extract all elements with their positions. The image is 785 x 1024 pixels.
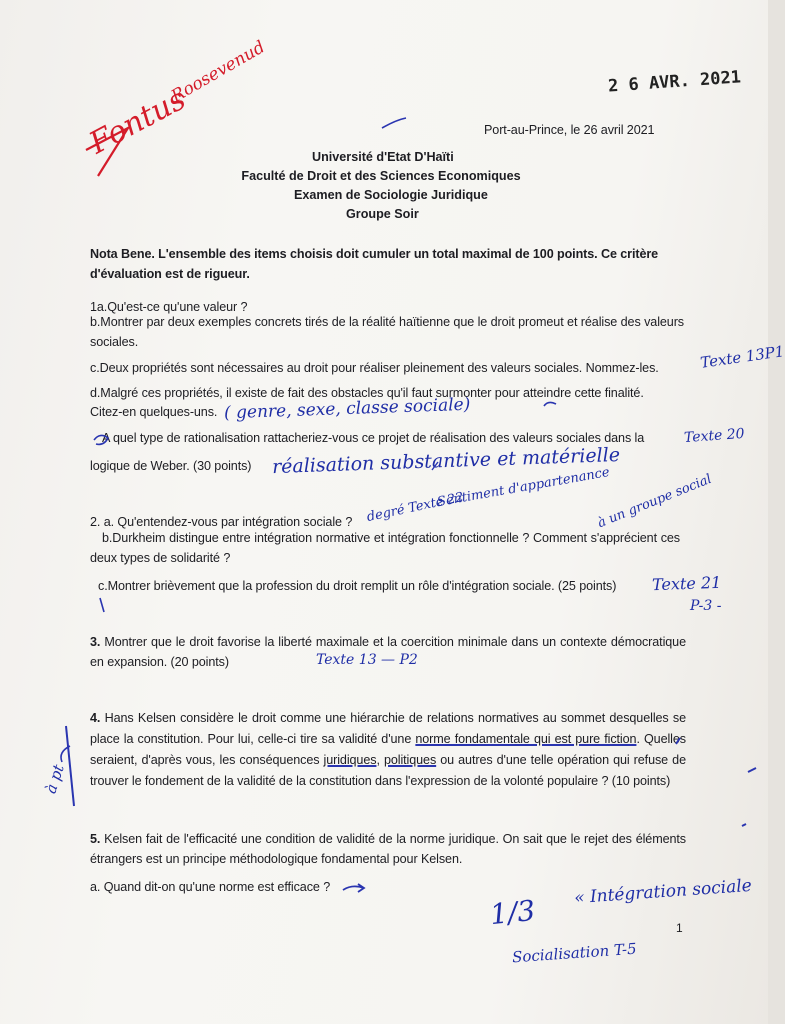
underlined-norme-fondamentale: norme fondamentale qui est pure fiction: [415, 732, 637, 746]
question-4-text-pre: Hans Kelsen considère le droit comme une hiérarchie de relations normatives au sommet desquelles se place la constitution. Pour lui, celle-ci tire sa validité d'une: [90, 711, 686, 746]
exam-title: Examen de Sociologie Juridique: [294, 188, 488, 202]
margin-bracket: [66, 726, 74, 806]
question-4-number: 4.: [90, 711, 101, 725]
margin-arrow: [61, 746, 70, 762]
note-texte-21: Texte 21: [651, 572, 722, 595]
question-5: [90, 829, 686, 869]
note-p3: P-3 -: [690, 598, 722, 614]
faculty-name: Faculté de Droit et des Sciences Economiques: [241, 169, 521, 183]
question-4-text-sep: ,: [376, 753, 384, 767]
question-2c: c.Montrer brièvement que la profession du droit remplit un rôle d'intégration sociale. (25 points): [98, 579, 617, 593]
question-1d-line2: Citez-en quelques-uns.: [90, 405, 218, 419]
question-1d-line1: d.Malgré ces propriétés, il existe de fait des obstacles qu'il faut surmonter pour atteindre cette finalité.: [90, 386, 644, 400]
underlined-politiques: politiques: [383, 753, 437, 767]
margin-note: à pt: [41, 762, 68, 796]
note-realisation-substantive: réalisation substantive et matérielle: [271, 443, 621, 479]
pen-dot-margin: [748, 768, 756, 772]
question-4: [90, 708, 686, 792]
group-label: Groupe Soir: [346, 207, 419, 221]
underlined-juridiques: juridiques: [323, 753, 377, 767]
question-2a: 2. a. Qu'entendez-vous par intégration sociale ?: [90, 515, 353, 529]
pen-tick-top: [382, 118, 406, 128]
note-genre-sexe-classe: ( genre, sexe, classe sociale): [223, 394, 471, 424]
question-2b: b.Durkheim distingue entre intégration normative et intégration fonctionnelle ? Comment s'apprécient ces deux types de solidarité ?: [90, 531, 680, 565]
question-1c: c.Deux propriétés sont nécessaires au droit pour réaliser pleinement des valeurs sociales. Nommez-les.: [90, 361, 659, 375]
note-texte-13p1: Texte 13P1: [699, 342, 785, 372]
note-fraction: 1/3: [488, 893, 537, 932]
arrow-after-5a: [343, 884, 364, 892]
handwritten-name-roosevenud: Roosevenud: [168, 37, 269, 107]
exam-header: [226, 148, 536, 224]
note-texte-20: Texte 20: [683, 425, 746, 447]
note-groupe-social: à un groupe social: [595, 471, 714, 532]
question-1e-line2: logique de Weber. (30 points): [90, 459, 252, 473]
question-4-text-post: ou autres d'une telle opération qui refuse de trouver le fondement de la validité de la constitution dans l'expression de la volonté populaire ? (10 points): [90, 753, 686, 788]
question-1b: b.Montrer par deux exemples concrets tirés de la réalité haïtienne que le droit promeut et réalise des valeurs sociales.: [90, 315, 684, 349]
pen-dot-q5: [742, 824, 746, 826]
note-socialisation: Socialisation T-5: [511, 939, 638, 967]
question-5-text: Kelsen fait de l'efficacité une condition de validité de la norme juridique. On sait que le rejet des éléments étrangers est un principe méthodologique fondamental pour Kelsen.: [90, 832, 686, 866]
note-sentiment-appartenance: Sentiment d'appartenance: [436, 464, 611, 511]
pen-mark-2c: [100, 598, 104, 612]
university-name: Université d'Etat D'Haïti: [312, 150, 454, 164]
place-and-date: Port-au-Prince, le 26 avril 2021: [484, 123, 655, 137]
nota-bene: Nota Bene. L'ensemble des items choisis doit cumuler un total maximal de 100 points. Ce critère d'évaluation est de rigueur.: [90, 247, 659, 281]
question-3-number: 3.: [90, 635, 101, 649]
page-number: 1: [676, 921, 683, 935]
note-integration-sociale: « Intégration sociale: [573, 875, 753, 909]
note-texte-13-p2: Texte 13 — P2: [316, 652, 418, 668]
question-1a: 1a.Qu'est-ce qu'une valeur ?: [90, 300, 248, 314]
handwritten-name-fontus: Fontus: [83, 81, 192, 162]
question-3-text: Montrer que le droit favorise la liberté maximale et la coercition minimale dans un contexte démocratique en expansion. (20 points): [90, 635, 686, 669]
question-4-text-mid: . Quelles seraient, d'après vous, les conséquences: [90, 732, 686, 767]
note-degre-texte-22: degré Texte 22: [365, 489, 466, 526]
question-5-number: 5.: [90, 832, 101, 846]
received-date-stamp: 2 6 AVR. 2021: [607, 67, 742, 97]
question-5a: a. Quand dit-on qu'une norme est efficace ?: [90, 880, 331, 894]
question-1e-line1: A quel type de rationalisation rattacheriez-vous ce projet de réalisation des valeurs sociales dans la: [102, 431, 645, 445]
